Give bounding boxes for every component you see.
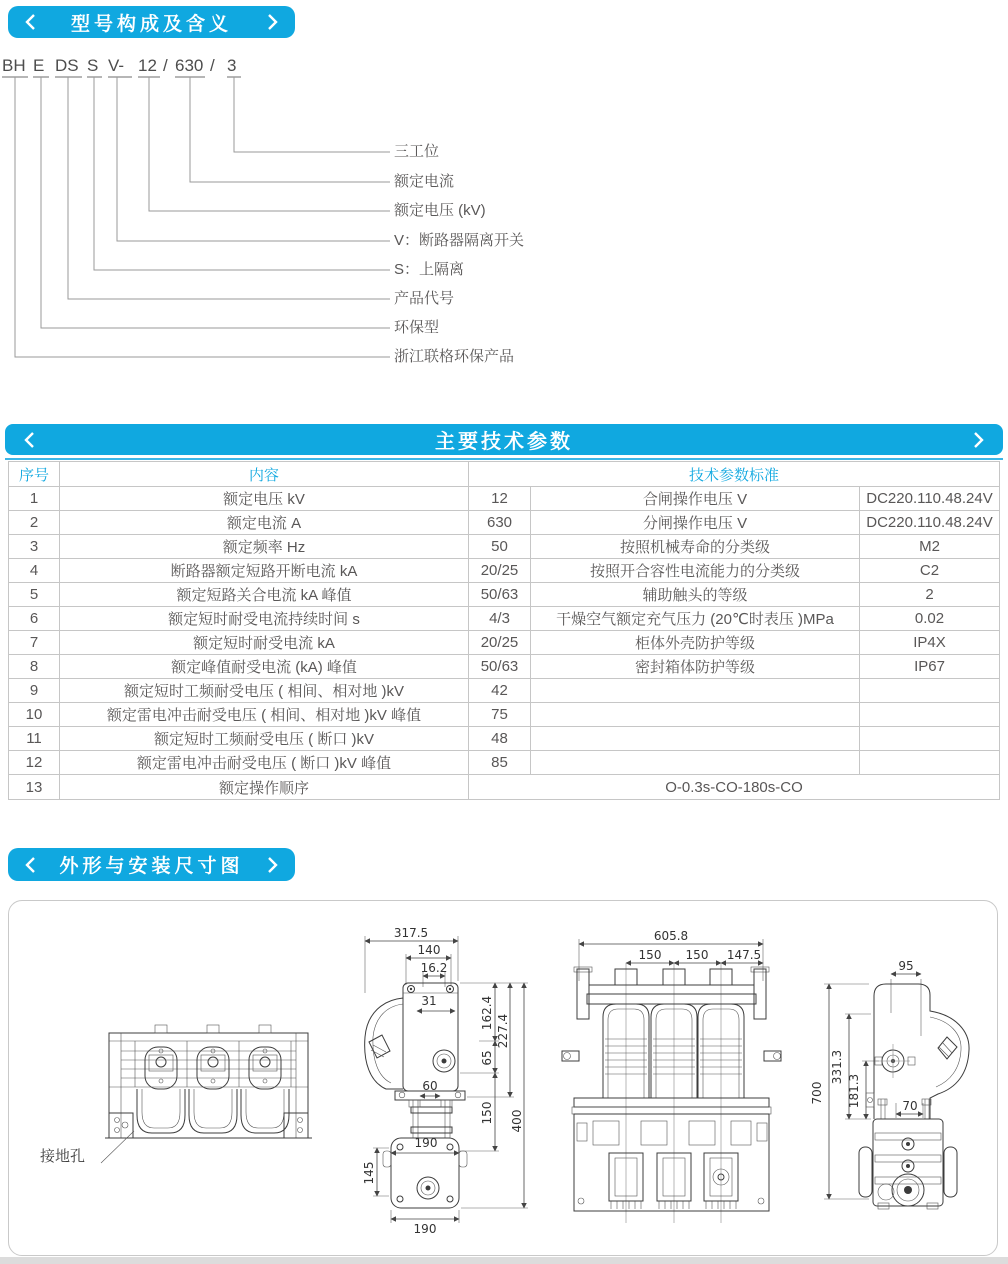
table-row (9, 703, 999, 727)
cell-std-name: 密封箱体防护等级 (531, 655, 860, 678)
table-row (9, 679, 999, 703)
cell-value: 4/3 (469, 607, 531, 630)
chevron-left-icon[interactable] (23, 431, 35, 449)
table-row (9, 631, 999, 655)
dim-label: 65 (480, 1050, 494, 1066)
cell-no: 4 (9, 559, 60, 582)
cell-value: 42 (469, 679, 531, 702)
table-row (9, 727, 999, 751)
cell-no: 6 (9, 607, 60, 630)
cell-std-name: 按照开合容性电流能力的分类级 (531, 559, 860, 582)
dim-label: 16.2 (420, 961, 448, 975)
side-view-drawing (362, 926, 528, 1236)
code-part-ds: DS (55, 56, 79, 75)
dim-label: 31 (421, 994, 437, 1008)
section-title: 外形与安装尺寸图 (59, 856, 244, 877)
cell-content: 额定短时工频耐受电压 ( 断口 )kV (60, 727, 469, 750)
cell-std-name: 柜体外壳防护等级 (531, 631, 860, 654)
cell-std-value (860, 727, 999, 750)
cell-std-value: IP67 (914, 658, 945, 675)
cell-std-name: 分闸操作电压 V (531, 511, 860, 534)
code-part-630: 630 (175, 56, 204, 75)
table-row (9, 583, 999, 607)
cell-value: 50/63 (469, 583, 531, 606)
cell-content: 额定峰值耐受电流 (kA) 峰值 (60, 655, 469, 678)
table-row (9, 655, 999, 679)
chevron-left-icon[interactable] (24, 856, 36, 874)
code-part-e: E (33, 56, 45, 75)
cell-value: 75 (469, 703, 531, 726)
cell-value: 85 (469, 751, 531, 774)
dimension-drawings-panel (8, 900, 998, 1256)
dim-label: 317.5 (393, 926, 429, 940)
cell-content: 额定雷电冲击耐受电压 ( 断口 )kV 峰值 (60, 751, 469, 774)
dim-label: 605.8 (653, 929, 689, 943)
table-row (9, 751, 999, 775)
dim-label: 400 (510, 1109, 524, 1133)
dim-label: 150 (638, 948, 662, 962)
cell-value: 20/25 (469, 631, 531, 654)
cell-std-value: DC220.110.48.24V (866, 490, 993, 507)
code-meaning-label: 产品代号 (394, 290, 455, 307)
cell-std-value: DC220.110.48.24V (866, 514, 993, 531)
table-row (9, 511, 999, 535)
table-row (9, 559, 999, 583)
dim-label: 147.5 (726, 948, 762, 962)
cell-std-name: 合闸操作电压 V (531, 487, 860, 510)
cell-std-value: 2 (925, 586, 934, 603)
cell-std-value: M2 (919, 538, 940, 555)
section-header-dimensions (8, 848, 295, 881)
cell-no: 2 (9, 511, 60, 534)
right-side-view-drawing (810, 959, 969, 1209)
cell-no: 12 (9, 751, 60, 774)
cell-no: 8 (9, 655, 60, 678)
chevron-right-icon[interactable] (267, 856, 279, 874)
dim-label: 140 (417, 943, 441, 957)
cell-content: 额定短时耐受电流 kA (60, 631, 469, 654)
cell-content: 额定操作顺序 (60, 775, 469, 799)
code-separator: / (210, 56, 215, 75)
cell-content: 断路器额定短路开断电流 kA (60, 559, 469, 582)
code-meaning-label: 环保型 (394, 319, 440, 336)
model-code-lines (0, 46, 620, 386)
cell-value: 630 (469, 511, 531, 534)
code-meaning-label: V：断路器隔离开关 (394, 232, 525, 249)
cell-value: 48 (469, 727, 531, 750)
cell-content: 额定电压 kV (60, 487, 469, 510)
dim-label: 181.3 (847, 1073, 861, 1109)
code-meaning-label: 额定电压 (kV) (394, 202, 486, 219)
spec-table (8, 461, 1000, 800)
code-part-12: 12 (138, 56, 157, 75)
front-view-dimensioned-drawing (562, 929, 781, 1223)
dim-label: 70 (902, 1099, 918, 1113)
code-meaning-label: 浙江联格环保产品 (394, 348, 515, 365)
cell-value: 12 (469, 487, 531, 510)
cell-std-value: 0.02 (914, 610, 945, 627)
chevron-right-icon[interactable] (973, 431, 985, 449)
model-code-diagram (0, 46, 620, 386)
dim-label: 95 (898, 959, 914, 973)
cell-value: 50 (469, 535, 531, 558)
section-title: 主要技术参数 (435, 431, 573, 453)
cell-content: 额定电流 A (60, 511, 469, 534)
cell-no: 13 (9, 775, 60, 799)
cell-no: 3 (9, 535, 60, 558)
cell-no: 11 (9, 727, 60, 750)
dim-label: 150 (480, 1101, 494, 1125)
chevron-left-icon[interactable] (24, 13, 36, 31)
cell-std-name (531, 703, 860, 726)
cell-content: 额定雷电冲击耐受电压 ( 相间、相对地 )kV 峰值 (60, 703, 469, 726)
dimension-drawings (9, 901, 997, 1255)
cell-value: 50/63 (469, 655, 531, 678)
cell-content: 额定短路关合电流 kA 峰值 (60, 583, 469, 606)
section-header-model-composition (8, 6, 295, 38)
cell-std-name (531, 679, 860, 702)
cell-no: 9 (9, 679, 60, 702)
section-title: 型号构成及含义 (70, 13, 232, 35)
table-row (9, 535, 999, 559)
cell-std-value: C2 (919, 562, 940, 579)
cell-content: 额定短时工频耐受电压 ( 相间、相对地 )kV (60, 679, 469, 702)
cell-merged-value: O-0.3s-CO-180s-CO (665, 778, 803, 796)
cell-value: 20/25 (469, 559, 531, 582)
code-separator: / (163, 56, 168, 75)
code-part-s: S (87, 56, 99, 75)
cell-std-name (531, 727, 860, 750)
table-header-row (9, 461, 999, 487)
code-part-bh: BH (2, 56, 26, 75)
col-header-standard: 技术参数标准 (688, 466, 779, 484)
cell-std-value (860, 679, 999, 702)
col-header-content: 内容 (60, 462, 469, 486)
dim-label: 227.4 (496, 1013, 510, 1049)
cell-content: 额定短时耐受电流持续时间 s (60, 607, 469, 630)
cell-std-value: IP4X (913, 634, 946, 651)
table-row (9, 607, 999, 631)
cell-no: 5 (9, 583, 60, 606)
dim-label: 145 (362, 1161, 376, 1185)
header-underline (5, 458, 1003, 460)
cell-std-value (860, 751, 999, 774)
code-meaning-label: S：上隔离 (394, 261, 465, 278)
front-view-drawing (101, 1025, 312, 1163)
dim-label: 190 (413, 1222, 437, 1236)
dim-label: 162.4 (480, 995, 494, 1031)
cell-std-name: 按照机械寿命的分类级 (531, 535, 860, 558)
cell-std-name (531, 751, 860, 774)
section-header-tech-params (5, 424, 1003, 455)
table-row (9, 487, 999, 511)
code-part-v: V- (108, 56, 125, 75)
cell-std-value (860, 703, 999, 726)
page-footer-strip (0, 1257, 1008, 1264)
ground-hole-label: 接地孔 (40, 1148, 86, 1165)
code-meaning-label: 额定电流 (394, 173, 455, 190)
dim-label: 331.3 (830, 1049, 844, 1085)
code-meaning-label: 三工位 (394, 143, 440, 160)
col-header-no: 序号 (9, 462, 60, 486)
cell-no: 10 (9, 703, 60, 726)
cell-no: 7 (9, 631, 60, 654)
dim-label: 700 (810, 1081, 824, 1105)
code-part-3: 3 (227, 56, 237, 75)
dim-label: 60 (422, 1079, 438, 1093)
table-row (9, 775, 999, 799)
chevron-right-icon[interactable] (267, 13, 279, 31)
cell-content: 额定频率 Hz (60, 535, 469, 558)
dim-label: 150 (685, 948, 709, 962)
cell-std-name: 辅助触头的等级 (531, 583, 860, 606)
cell-no: 1 (9, 487, 60, 510)
dim-label: 190 (414, 1136, 438, 1150)
cell-std-name: 干燥空气额定充气压力 (20℃时表压 )MPa (531, 607, 860, 630)
